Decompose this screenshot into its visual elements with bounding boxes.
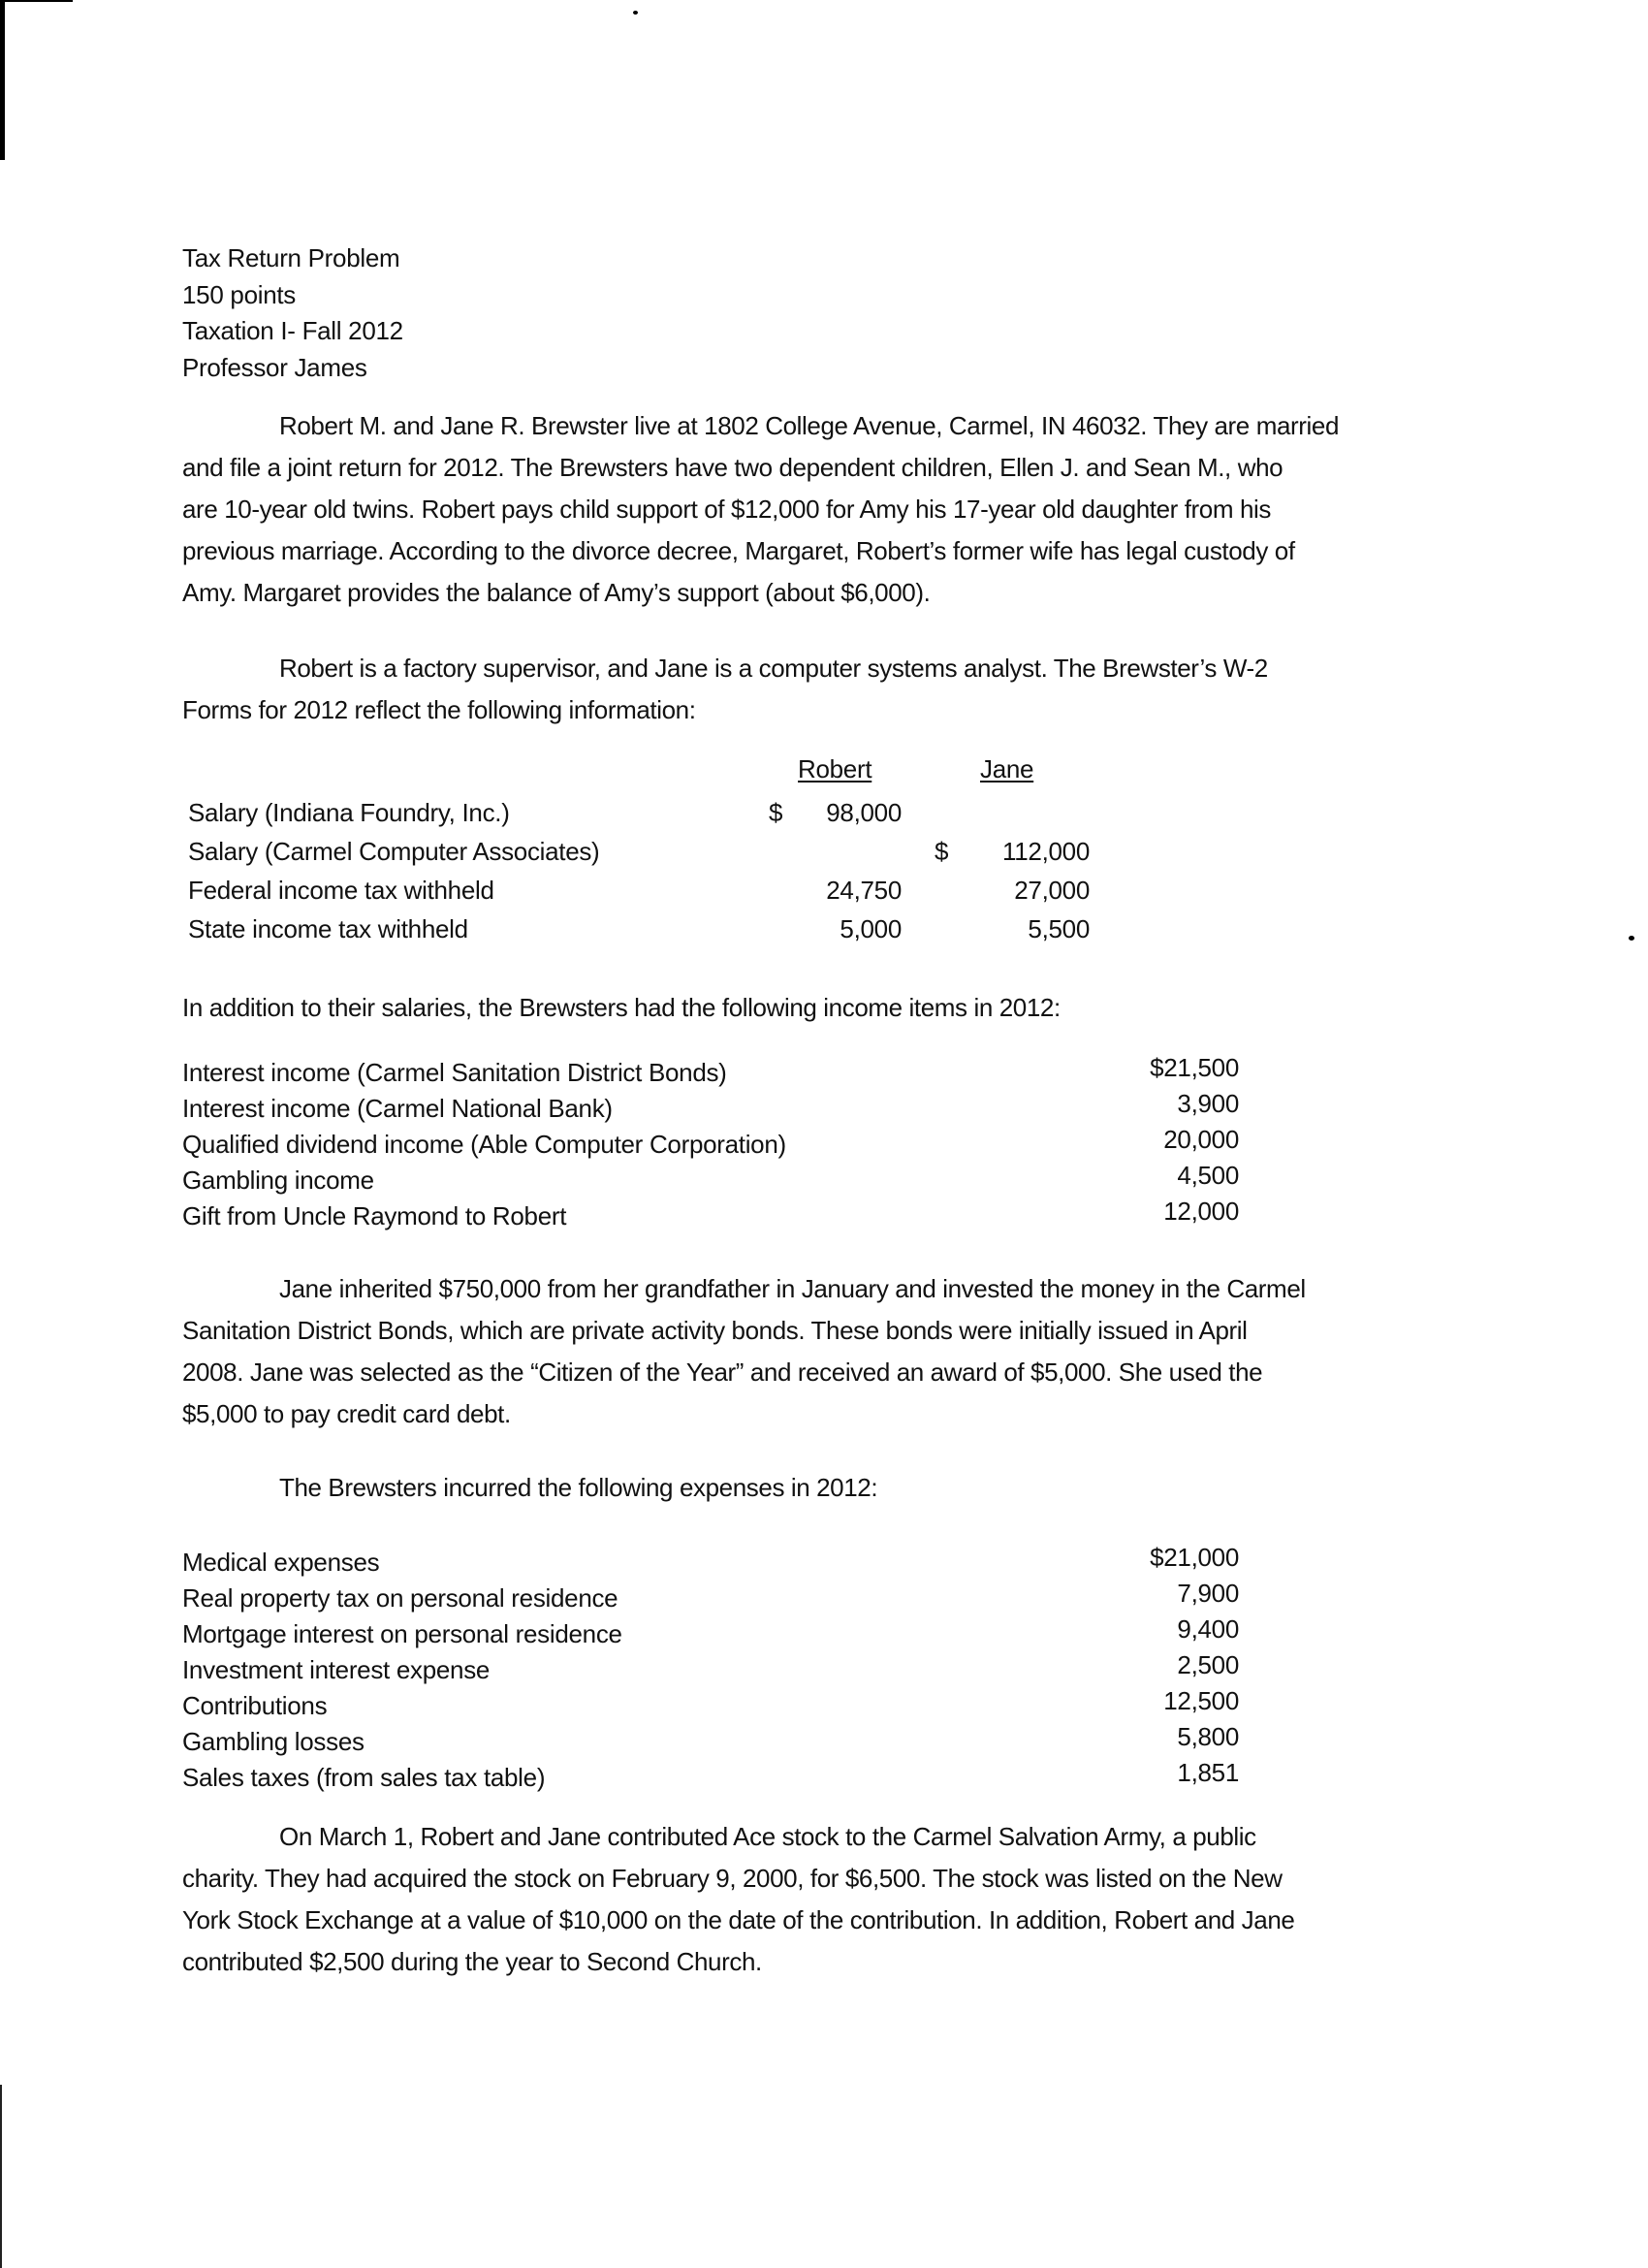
item-label: Gambling losses <box>182 1727 364 1756</box>
item-value: 5,800 <box>1177 1722 1239 1751</box>
professor-label: Professor James <box>182 352 367 382</box>
paragraph-family-info <box>182 405 1442 614</box>
paragraph-line: 2008. Jane was selected as the “Citizen of the Year” and received an award of $5,000. She used the <box>182 1358 1263 1387</box>
table-row <box>188 910 1119 948</box>
list-item <box>182 1688 1239 1724</box>
list-item <box>182 1652 1239 1688</box>
item-label: Real property tax on personal residence <box>182 1583 618 1613</box>
course-label: Taxation I- Fall 2012 <box>182 316 403 345</box>
paragraph-line: In addition to their salaries, the Brewsters had the following income items in 2012: <box>182 993 1061 1022</box>
jane-value: 112,000 <box>1002 837 1090 866</box>
paragraph-line: and file a joint return for 2012. The Brewsters have two dependent children, Ellen J. and Sean M., who <box>182 453 1284 482</box>
item-value: 3,900 <box>1177 1089 1239 1118</box>
item-value: 1,851 <box>1177 1758 1239 1787</box>
document-page <box>182 240 1442 1976</box>
item-value: $21,000 <box>1150 1543 1239 1572</box>
paragraph-contributions <box>182 1816 1442 1983</box>
row-label: State income tax withheld <box>188 914 468 943</box>
paragraph-line: are 10-year old twins. Robert pays child support of $12,000 for Amy his 17-year old daughter from his <box>182 495 1271 524</box>
paragraph-line: Sanitation District Bonds, which are private activity bonds. These bonds were initially issued in April <box>182 1316 1248 1345</box>
column-header-robert: Robert <box>798 754 872 783</box>
robert-value: 24,750 <box>826 876 902 905</box>
expenses-intro <box>182 1467 1442 1509</box>
income-items-list <box>182 1055 1239 1234</box>
item-label: Contributions <box>182 1691 328 1720</box>
paragraph-occupations <box>182 648 1442 731</box>
item-label: Interest income (Carmel National Bank) <box>182 1094 613 1123</box>
row-label: Salary (Indiana Foundry, Inc.) <box>188 798 510 827</box>
item-label: Qualified dividend income (Able Computer Corporation) <box>182 1130 786 1159</box>
scan-edge-mark <box>0 0 73 2</box>
currency-symbol: $ <box>935 837 949 866</box>
item-label: Sales taxes (from sales tax table) <box>182 1763 546 1792</box>
income-intro <box>182 987 1442 1029</box>
document-header <box>182 240 1442 386</box>
item-value: 12,500 <box>1163 1686 1239 1715</box>
scan-edge-mark <box>0 0 5 160</box>
scan-edge-mark <box>0 2085 2 2268</box>
document-title: Tax Return Problem <box>182 243 400 272</box>
paragraph-line: On March 1, Robert and Jane contributed Ace stock to the Carmel Salvation Army, a public <box>279 1822 1256 1851</box>
robert-value: 5,000 <box>840 914 902 943</box>
list-item <box>182 1055 1239 1091</box>
item-label: Interest income (Carmel Sanitation District Bonds) <box>182 1058 727 1087</box>
item-value: 12,000 <box>1163 1197 1239 1226</box>
table-row <box>188 832 1119 871</box>
item-label: Gambling income <box>182 1166 374 1195</box>
paragraph-line: $5,000 to pay credit card debt. <box>182 1399 511 1428</box>
table-row <box>188 793 1119 832</box>
robert-value: 98,000 <box>826 798 902 827</box>
jane-value: 5,500 <box>1028 914 1090 943</box>
row-label: Federal income tax withheld <box>188 876 494 905</box>
list-item <box>182 1581 1239 1616</box>
points-label: 150 points <box>182 279 296 309</box>
item-value: 7,900 <box>1177 1579 1239 1608</box>
item-label: Gift from Uncle Raymond to Robert <box>182 1201 567 1230</box>
item-label: Medical expenses <box>182 1548 380 1577</box>
jane-value: 27,000 <box>1014 876 1090 905</box>
column-header-jane: Jane <box>980 754 1034 783</box>
item-value: $21,500 <box>1150 1053 1239 1082</box>
paragraph-line: previous marriage. According to the divorce decree, Margaret, Robert’s former wife has legal custody of <box>182 536 1295 565</box>
item-value: 4,500 <box>1177 1161 1239 1190</box>
list-item <box>182 1760 1239 1796</box>
item-value: 20,000 <box>1163 1125 1239 1154</box>
w2-table <box>188 754 1119 948</box>
scan-speck <box>633 11 638 15</box>
table-row <box>188 871 1119 910</box>
currency-symbol: $ <box>769 798 783 827</box>
row-label: Salary (Carmel Computer Associates) <box>188 837 600 866</box>
paragraph-line: York Stock Exchange at a value of $10,000 on the date of the contribution. In addition, Robert and Jane <box>182 1905 1295 1934</box>
expense-items-list <box>182 1545 1239 1796</box>
paragraph-line: Robert is a factory supervisor, and Jane is a computer systems analyst. The Brewster’s W-2 <box>279 654 1268 683</box>
item-label: Mortgage interest on personal residence <box>182 1619 622 1648</box>
list-item <box>182 1198 1239 1234</box>
paragraph-inheritance <box>182 1268 1442 1435</box>
paragraph-line: Jane inherited $750,000 from her grandfather in January and invested the money in the Carmel <box>279 1274 1306 1303</box>
list-item <box>182 1545 1239 1581</box>
w2-table-header <box>188 754 1119 793</box>
paragraph-line: Amy. Margaret provides the balance of Amy’s support (about $6,000). <box>182 578 931 607</box>
paragraph-line: Robert M. and Jane R. Brewster live at 1802 College Avenue, Carmel, IN 46032. They are married <box>279 411 1340 440</box>
list-item <box>182 1616 1239 1652</box>
list-item <box>182 1724 1239 1760</box>
list-item <box>182 1091 1239 1127</box>
item-value: 9,400 <box>1177 1614 1239 1644</box>
paragraph-line: contributed $2,500 during the year to Second Church. <box>182 1947 762 1976</box>
item-value: 2,500 <box>1177 1650 1239 1679</box>
paragraph-line: Forms for 2012 reflect the following information: <box>182 695 696 724</box>
list-item <box>182 1127 1239 1163</box>
paragraph-line: charity. They had acquired the stock on February 9, 2000, for $6,500. The stock was listed on the New <box>182 1864 1283 1893</box>
paragraph-line: The Brewsters incurred the following expenses in 2012: <box>279 1473 878 1502</box>
item-label: Investment interest expense <box>182 1655 491 1684</box>
scan-speck <box>1629 936 1634 941</box>
list-item <box>182 1163 1239 1198</box>
